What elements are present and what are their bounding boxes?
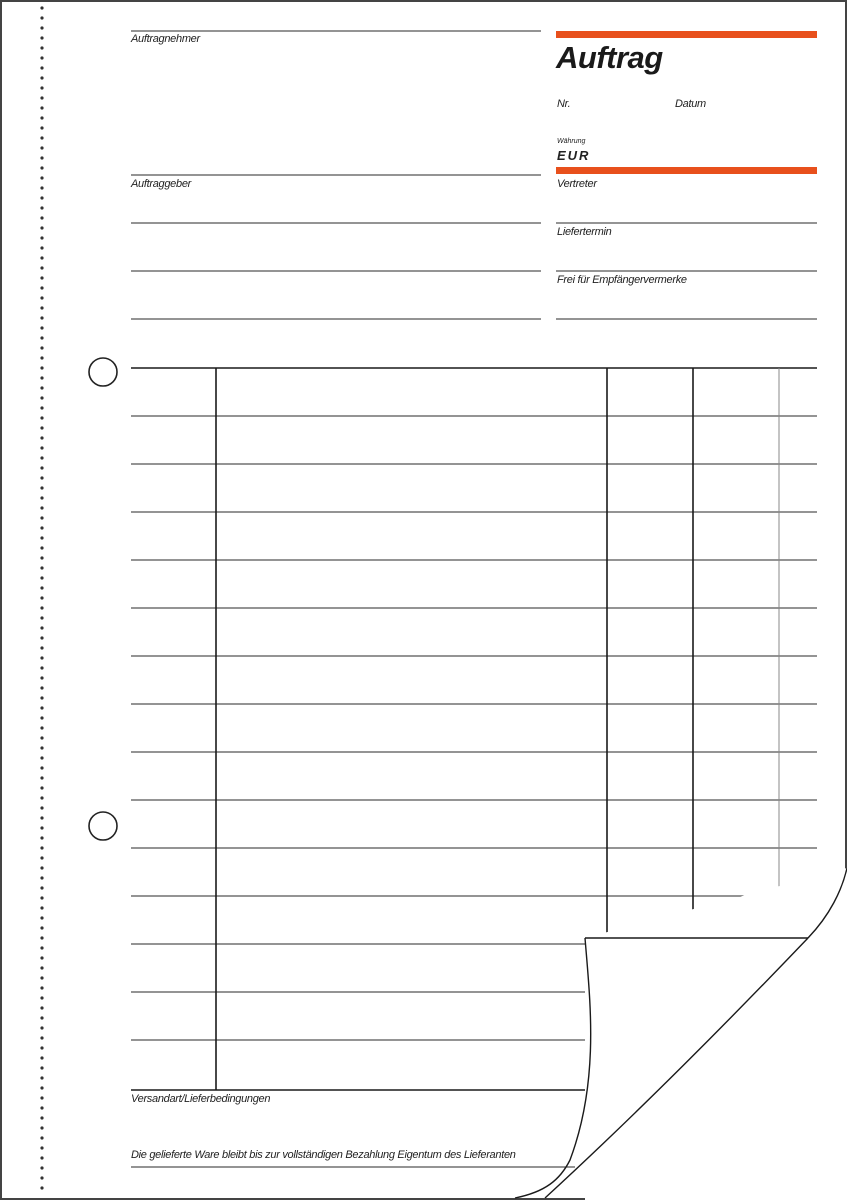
perforation-dot: [40, 1166, 43, 1169]
perforation-dot: [40, 1076, 43, 1079]
perforation-dot: [40, 146, 43, 149]
perforation-dot: [40, 576, 43, 579]
perforation-dot: [40, 336, 43, 339]
perforation-dot: [40, 316, 43, 319]
perforation-dot: [40, 976, 43, 979]
accent-bar-top: [556, 31, 817, 38]
perforation-dot: [40, 1106, 43, 1109]
perforation-dot: [40, 966, 43, 969]
perforation-dots: [40, 6, 43, 1189]
perforation-dot: [40, 166, 43, 169]
perforation-dot: [40, 906, 43, 909]
perforation-dot: [40, 786, 43, 789]
perforation-dot: [40, 176, 43, 179]
perforation-dot: [40, 426, 43, 429]
perforation-dot: [40, 126, 43, 129]
perforation-dot: [40, 766, 43, 769]
perforation-dot: [40, 716, 43, 719]
perforation-dot: [40, 386, 43, 389]
perforation-dot: [40, 276, 43, 279]
perforation-dot: [40, 256, 43, 259]
perforation-dot: [40, 836, 43, 839]
number-label: Nr.: [557, 98, 571, 110]
perforation-dot: [40, 1136, 43, 1139]
perforation-dot: [40, 136, 43, 139]
perforation-dot: [40, 306, 43, 309]
accent-bar-bottom: [556, 167, 817, 174]
perforation-dot: [40, 826, 43, 829]
punch-hole-bottom: [89, 812, 117, 840]
perforation-dot: [40, 1156, 43, 1159]
perforation-dot: [40, 796, 43, 799]
currency-value: EUR: [557, 148, 591, 163]
perforation-dot: [40, 96, 43, 99]
perforation-dot: [40, 586, 43, 589]
perforation-dot: [40, 946, 43, 949]
recipient-notes-label: Frei für Empfängervermerke: [557, 274, 687, 286]
perforation-dot: [40, 206, 43, 209]
perforation-dot: [40, 66, 43, 69]
perforation-dot: [40, 1006, 43, 1009]
perforation-dot: [40, 406, 43, 409]
perforation-dot: [40, 106, 43, 109]
perforation-dot: [40, 1016, 43, 1019]
perforation-dot: [40, 876, 43, 879]
perforation-dot: [40, 1176, 43, 1179]
perforation-dot: [40, 616, 43, 619]
perforation-dot: [40, 736, 43, 739]
perforation-dot: [40, 866, 43, 869]
perforation-dot: [40, 436, 43, 439]
perforation-dot: [40, 886, 43, 889]
perforation-dot: [40, 46, 43, 49]
perforation-dot: [40, 396, 43, 399]
perforation-dot: [40, 506, 43, 509]
perforation-dot: [40, 726, 43, 729]
perforation-dot: [40, 986, 43, 989]
perforation-dot: [40, 1046, 43, 1049]
perforation-dot: [40, 1146, 43, 1149]
perforation-dot: [40, 246, 43, 249]
perforation-dot: [40, 186, 43, 189]
perforation-dot: [40, 486, 43, 489]
perforation-dot: [40, 1026, 43, 1029]
perforation-dot: [40, 366, 43, 369]
perforation-dot: [40, 686, 43, 689]
perforation-dot: [40, 76, 43, 79]
perforation-dot: [40, 326, 43, 329]
perforation-dot: [40, 646, 43, 649]
perforation-dot: [40, 236, 43, 239]
perforation-dot: [40, 706, 43, 709]
perforation-dot: [40, 856, 43, 859]
perforation-dot: [40, 596, 43, 599]
perforation-dot: [40, 446, 43, 449]
perforation-dot: [40, 196, 43, 199]
perforation-dot: [40, 1096, 43, 1099]
perforation-dot: [40, 926, 43, 929]
perforation-dot: [40, 56, 43, 59]
perforation-dot: [40, 636, 43, 639]
delivery-date-label: Liefertermin: [557, 226, 612, 238]
perforation-dot: [40, 556, 43, 559]
perforation-dot: [40, 756, 43, 759]
perforation-dot: [40, 476, 43, 479]
date-label: Datum: [675, 98, 706, 110]
perforation-dot: [40, 226, 43, 229]
perforation-dot: [40, 566, 43, 569]
perforation-dot: [40, 356, 43, 359]
perforation-dot: [40, 696, 43, 699]
form-title: Auftrag: [556, 40, 663, 75]
perforation-dot: [40, 376, 43, 379]
perforation-dot: [40, 296, 43, 299]
perforation-dot: [40, 1036, 43, 1039]
perforation-dot: [40, 666, 43, 669]
shipping-label: Versandart/Lieferbedingungen: [131, 1093, 271, 1105]
perforation-dot: [40, 266, 43, 269]
representative-label: Vertreter: [557, 178, 597, 190]
perforation-dot: [40, 516, 43, 519]
perforation-dot: [40, 956, 43, 959]
perforation-dot: [40, 1056, 43, 1059]
footer-note: Die gelieferte Ware bleibt bis zur vollständigen Bezahlung Eigentum des Lieferanten: [131, 1149, 516, 1161]
perforation-dot: [40, 346, 43, 349]
perforation-dot: [40, 496, 43, 499]
perforation-dot: [40, 536, 43, 539]
perforation-dot: [40, 546, 43, 549]
perforation-dot: [40, 916, 43, 919]
perforation-dot: [40, 996, 43, 999]
perforation-dot: [40, 1086, 43, 1089]
perforation-dot: [40, 16, 43, 19]
perforation-dot: [40, 36, 43, 39]
perforation-dot: [40, 1066, 43, 1069]
punch-hole-top: [89, 358, 117, 386]
perforation-dot: [40, 156, 43, 159]
perforation-dot: [40, 806, 43, 809]
perforation-dot: [40, 846, 43, 849]
contractor-label: Auftragnehmer: [131, 33, 200, 45]
perforation-dot: [40, 1116, 43, 1119]
perforation-dot: [40, 936, 43, 939]
perforation-dot: [40, 606, 43, 609]
perforation-dot: [40, 116, 43, 119]
perforation-dot: [40, 816, 43, 819]
perforation-dot: [40, 656, 43, 659]
perforation-dot: [40, 286, 43, 289]
perforation-dot: [40, 1126, 43, 1129]
currency-label: Währung: [557, 138, 586, 145]
perforation-dot: [40, 526, 43, 529]
perforation-dot: [40, 776, 43, 779]
perforation-dot: [40, 896, 43, 899]
perforation-dot: [40, 86, 43, 89]
perforation-dot: [40, 466, 43, 469]
perforation-dot: [40, 746, 43, 749]
perforation-dot: [40, 456, 43, 459]
perforation-dot: [40, 1186, 43, 1189]
perforation-dot: [40, 216, 43, 219]
perforation-dot: [40, 416, 43, 419]
perforation-dot: [40, 626, 43, 629]
client-label: Auftraggeber: [131, 178, 191, 190]
perforation-dot: [40, 676, 43, 679]
perforation-dot: [40, 6, 43, 9]
perforation-dot: [40, 26, 43, 29]
